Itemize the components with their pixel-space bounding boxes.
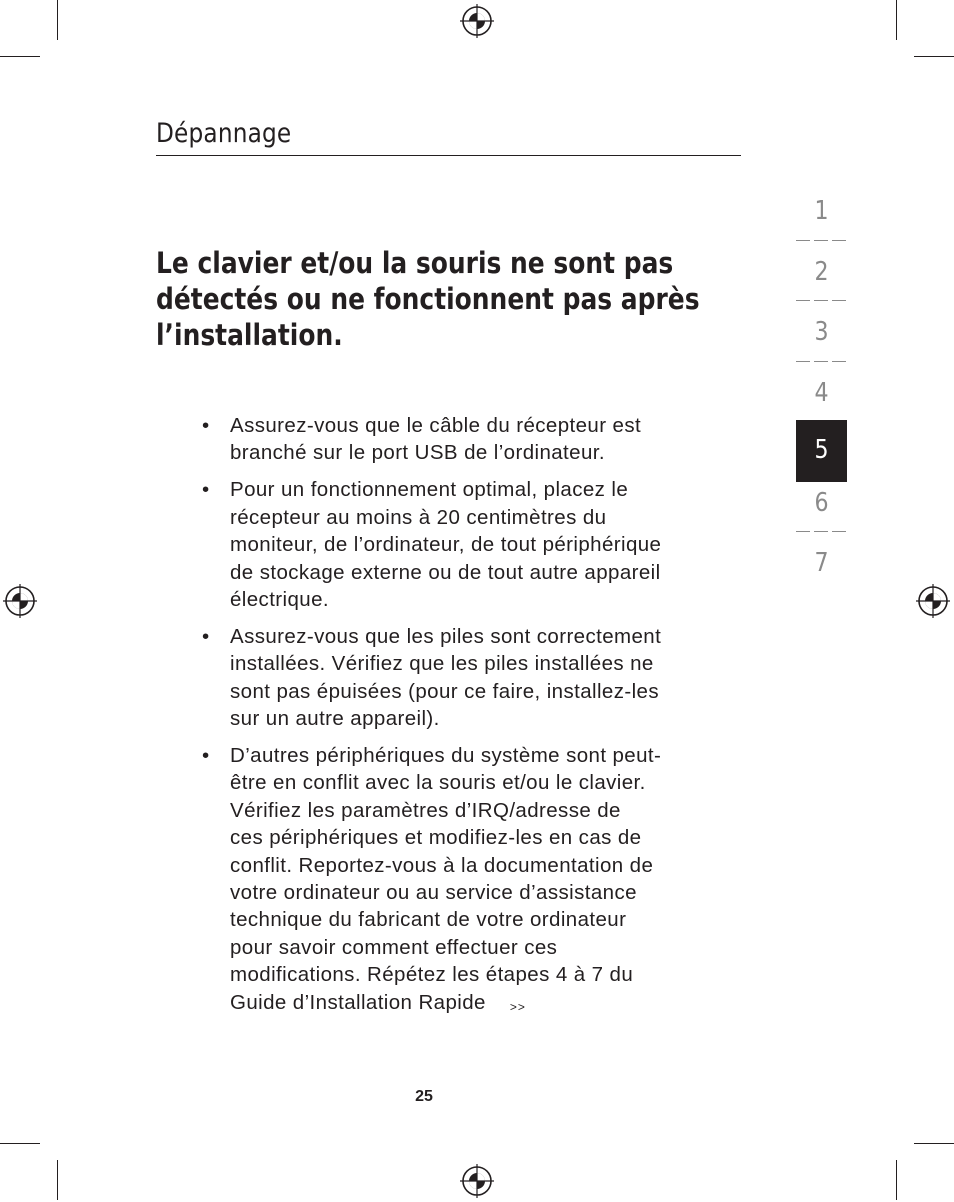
list-item-text: pour savoir comment effectuer ces	[230, 935, 558, 959]
section-title-rule	[156, 155, 741, 156]
troubleshooting-heading	[156, 245, 700, 353]
chapter-separator	[796, 361, 847, 362]
list-item-text: Pour un fonctionnement optimal, placez le	[230, 478, 629, 502]
list-item-text: modifications. Répétez les étapes 4 à 7 du	[230, 963, 634, 987]
chapter-number: 7	[814, 548, 829, 578]
crop-mark	[914, 1143, 954, 1144]
list-item	[202, 742, 742, 1021]
list-item-text: votre ordinateur ou au service d’assistance	[230, 881, 637, 904]
chapter-tab-6[interactable]	[796, 482, 847, 543]
list-item-text: conflit. Reportez-vous à la documentation de	[230, 853, 654, 877]
list-item-text: sur un autre appareil).	[230, 707, 440, 731]
crop-mark	[0, 1143, 40, 1144]
chapter-tab-1[interactable]	[796, 190, 847, 251]
chapter-tab-4[interactable]	[796, 372, 847, 420]
list-item-text: ces périphériques et modifiez-les en cas de	[230, 826, 642, 850]
crop-mark	[57, 1160, 58, 1200]
heading-line: l’installation.	[156, 318, 343, 352]
registration-mark-icon	[460, 4, 494, 38]
chapter-tab-5-active[interactable]	[796, 420, 847, 482]
bullet-icon: •	[202, 414, 210, 437]
list-item-text: branché sur le port USB de l’ordinateur.	[230, 441, 605, 465]
chapter-number: 1	[814, 196, 829, 226]
chapter-separator	[796, 300, 847, 301]
list-item-text	[230, 989, 742, 1021]
list-item-text: D’autres périphériques du système sont peut-	[230, 743, 662, 767]
registration-mark-icon	[460, 1164, 494, 1198]
registration-mark-icon	[3, 584, 37, 618]
list-item-text: installées. Vérifiez que les piles installées ne	[230, 652, 654, 676]
chapter-tab-7[interactable]	[796, 542, 847, 603]
list-item-text: électrique.	[230, 587, 329, 611]
chapter-tab-2[interactable]	[796, 251, 847, 312]
bullet-icon: •	[202, 624, 210, 648]
registration-mark-icon	[916, 584, 950, 618]
list-item-text-last: Guide d’Installation Rapide	[230, 990, 486, 1014]
list-item-text: être en conflit avec la souris et/ou le clavier.	[230, 771, 646, 795]
list-item	[202, 412, 742, 467]
crop-mark	[914, 56, 954, 57]
crop-mark	[0, 56, 40, 57]
list-item-text: moniteur, de l’ordinateur, de tout périphérique	[230, 533, 662, 557]
crop-mark	[57, 0, 58, 40]
crop-mark	[896, 1160, 897, 1200]
chapter-number: 4	[814, 377, 829, 408]
heading-line: Le clavier et/ou la souris ne sont pas	[156, 246, 674, 280]
list-item-text: technique du fabricant de votre ordinateur	[230, 908, 627, 932]
bullet-icon: •	[202, 743, 210, 767]
chapter-number: 6	[814, 487, 829, 518]
list-item-text: sont pas épuisées (pour ce faire, installez-les	[230, 679, 660, 703]
list-item-text: Assurez-vous que le câble du récepteur est	[230, 414, 642, 437]
chapter-nav	[796, 190, 847, 603]
list-item	[202, 476, 742, 613]
list-item-text: Vérifiez les paramètres d’IRQ/adresse de	[230, 798, 621, 822]
troubleshooting-steps-list	[202, 412, 742, 1031]
list-item-text: Assurez-vous que les piles sont correctement	[230, 624, 662, 648]
bullet-icon: •	[202, 478, 210, 502]
chapter-tab-3[interactable]	[796, 311, 847, 372]
heading-line: détectés ou ne fonctionnent pas après	[156, 282, 700, 316]
list-item-text: récepteur au moins à 20 centimètres du	[230, 505, 607, 529]
crop-mark	[896, 0, 897, 40]
list-item-text: de stockage externe ou de tout autre appareil	[230, 560, 661, 584]
chapter-number: 5	[814, 434, 829, 465]
chapter-separator	[796, 240, 847, 241]
chapter-separator	[796, 531, 847, 532]
chapter-number: 2	[814, 256, 829, 287]
chapter-number: 3	[814, 317, 829, 347]
page-number: 25	[415, 1088, 433, 1105]
section-title: Dépannage	[156, 118, 292, 149]
continued-marker: >>	[509, 999, 526, 1014]
list-item	[202, 623, 742, 733]
